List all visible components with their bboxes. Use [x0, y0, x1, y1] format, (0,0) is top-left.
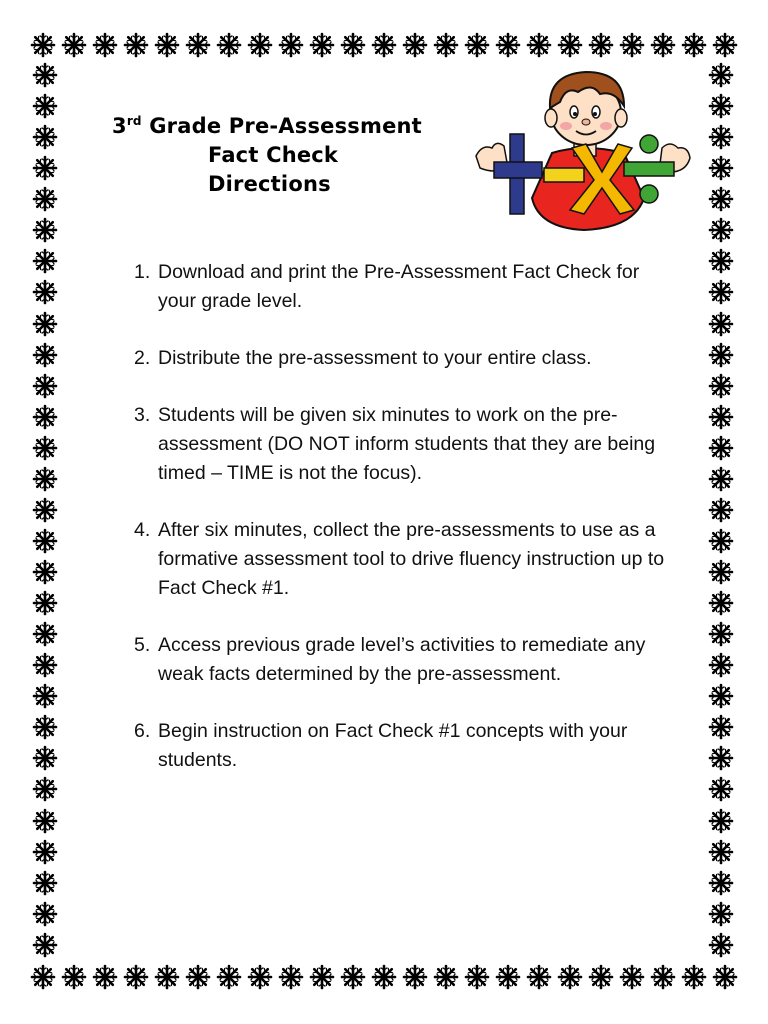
asterisk-star-icon	[708, 683, 734, 709]
asterisk-star-icon	[154, 964, 180, 990]
asterisk-star-icon	[708, 93, 734, 119]
asterisk-star-icon	[340, 964, 366, 990]
asterisk-star-icon	[32, 497, 58, 523]
direction-number: 1.	[134, 261, 151, 283]
asterisk-star-icon	[681, 964, 707, 990]
title-line-1	[112, 112, 452, 141]
asterisk-star-icon	[30, 964, 56, 990]
asterisk-star-icon	[340, 32, 366, 58]
title-line-3: Directions	[208, 172, 331, 196]
asterisk-star-icon	[557, 964, 583, 990]
asterisk-star-icon	[216, 32, 242, 58]
direction-item	[134, 717, 674, 775]
title-line-2: Fact Check	[208, 143, 339, 167]
asterisk-star-icon	[557, 32, 583, 58]
asterisk-star-icon	[278, 964, 304, 990]
direction-number: 6.	[134, 720, 151, 742]
asterisk-star-icon	[309, 964, 335, 990]
direction-item	[134, 258, 674, 316]
asterisk-star-icon	[61, 32, 87, 58]
asterisk-star-icon	[309, 32, 335, 58]
grade-suffix: rd	[126, 114, 142, 128]
asterisk-star-icon	[708, 497, 734, 523]
direction-item	[134, 344, 674, 373]
asterisk-star-icon	[32, 217, 58, 243]
asterisk-star-icon	[123, 32, 149, 58]
asterisk-star-icon	[708, 124, 734, 150]
asterisk-star-icon	[708, 559, 734, 585]
asterisk-star-icon	[619, 32, 645, 58]
asterisk-star-icon	[32, 342, 58, 368]
asterisk-star-icon	[32, 901, 58, 927]
asterisk-star-icon	[32, 466, 58, 492]
asterisk-star-icon	[495, 964, 521, 990]
asterisk-star-icon	[708, 248, 734, 274]
direction-number: 5.	[134, 634, 151, 656]
asterisk-star-icon	[708, 839, 734, 865]
asterisk-star-icon	[402, 32, 428, 58]
border-left	[30, 62, 60, 958]
border-top	[30, 30, 738, 60]
asterisk-star-icon	[185, 32, 211, 58]
asterisk-star-icon	[588, 964, 614, 990]
asterisk-star-icon	[32, 590, 58, 616]
document-title	[112, 112, 452, 199]
border-bottom	[30, 962, 738, 992]
asterisk-star-icon	[32, 155, 58, 181]
asterisk-star-icon	[247, 32, 273, 58]
grade-number: 3	[112, 114, 127, 138]
asterisk-star-icon	[32, 652, 58, 678]
asterisk-star-icon	[433, 964, 459, 990]
asterisk-star-icon	[185, 964, 211, 990]
asterisk-star-icon	[708, 466, 734, 492]
direction-text: After six minutes, collect the pre-assessments to use as a formative assessment tool to drive fluency instruction up to Fact Check #1.	[158, 519, 665, 599]
asterisk-star-icon	[371, 964, 397, 990]
minus-sign	[544, 168, 584, 182]
asterisk-star-icon	[708, 404, 734, 430]
direction-text: Access previous grade level’s activities to remediate any weak facts determined by the pre-assessment.	[158, 634, 646, 685]
asterisk-star-icon	[708, 311, 734, 337]
asterisk-star-icon	[32, 186, 58, 212]
asterisk-star-icon	[708, 932, 734, 958]
asterisk-star-icon	[371, 32, 397, 58]
asterisk-star-icon	[526, 964, 552, 990]
asterisk-star-icon	[708, 528, 734, 554]
asterisk-star-icon	[708, 901, 734, 927]
asterisk-star-icon	[278, 32, 304, 58]
asterisk-star-icon	[32, 808, 58, 834]
asterisk-star-icon	[247, 964, 273, 990]
border-right	[706, 62, 736, 958]
asterisk-star-icon	[495, 32, 521, 58]
direction-number: 2.	[134, 347, 151, 369]
asterisk-star-icon	[32, 714, 58, 740]
asterisk-star-icon	[402, 964, 428, 990]
asterisk-star-icon	[32, 621, 58, 647]
asterisk-star-icon	[708, 62, 734, 88]
asterisk-star-icon	[708, 808, 734, 834]
asterisk-star-icon	[712, 32, 738, 58]
asterisk-star-icon	[32, 62, 58, 88]
direction-item	[134, 516, 674, 603]
asterisk-star-icon	[681, 32, 707, 58]
asterisk-star-icon	[708, 279, 734, 305]
asterisk-star-icon	[32, 279, 58, 305]
asterisk-star-icon	[712, 964, 738, 990]
asterisk-star-icon	[32, 776, 58, 802]
asterisk-star-icon	[32, 839, 58, 865]
asterisk-star-icon	[650, 32, 676, 58]
directions-list	[134, 258, 674, 803]
asterisk-star-icon	[32, 932, 58, 958]
asterisk-star-icon	[61, 964, 87, 990]
asterisk-star-icon	[32, 870, 58, 896]
direction-number: 3.	[134, 404, 151, 426]
asterisk-star-icon	[708, 870, 734, 896]
asterisk-star-icon	[123, 964, 149, 990]
asterisk-star-icon	[708, 714, 734, 740]
asterisk-star-icon	[30, 32, 56, 58]
direction-text: Students will be given six minutes to work on the pre-assessment (DO NOT inform students that they are being timed – TIME is not the focus).	[158, 404, 656, 484]
asterisk-star-icon	[433, 32, 459, 58]
asterisk-star-icon	[650, 964, 676, 990]
asterisk-star-icon	[708, 621, 734, 647]
direction-number: 4.	[134, 519, 151, 541]
asterisk-star-icon	[32, 124, 58, 150]
asterisk-star-icon	[32, 373, 58, 399]
asterisk-star-icon	[588, 32, 614, 58]
math-boy-clipart-icon	[474, 68, 694, 233]
asterisk-star-icon	[32, 311, 58, 337]
asterisk-star-icon	[216, 964, 242, 990]
asterisk-star-icon	[464, 964, 490, 990]
asterisk-star-icon	[708, 435, 734, 461]
direction-item	[134, 631, 674, 689]
asterisk-star-icon	[708, 745, 734, 771]
asterisk-star-icon	[619, 964, 645, 990]
title-line-1-text: Grade Pre-Assessment	[141, 114, 422, 138]
asterisk-star-icon	[708, 186, 734, 212]
asterisk-star-icon	[32, 93, 58, 119]
asterisk-star-icon	[32, 683, 58, 709]
asterisk-star-icon	[708, 155, 734, 181]
asterisk-star-icon	[708, 590, 734, 616]
asterisk-star-icon	[708, 373, 734, 399]
asterisk-star-icon	[708, 776, 734, 802]
asterisk-star-icon	[32, 404, 58, 430]
direction-text: Download and print the Pre-Assessment Fact Check for your grade level.	[158, 261, 640, 312]
asterisk-star-icon	[32, 745, 58, 771]
asterisk-star-icon	[32, 559, 58, 585]
asterisk-star-icon	[464, 32, 490, 58]
asterisk-star-icon	[154, 32, 180, 58]
direction-text: Begin instruction on Fact Check #1 concepts with your students.	[158, 720, 628, 771]
asterisk-star-icon	[92, 32, 118, 58]
direction-text: Distribute the pre-assessment to your entire class.	[158, 347, 592, 369]
asterisk-star-icon	[32, 435, 58, 461]
asterisk-star-icon	[92, 964, 118, 990]
asterisk-star-icon	[32, 528, 58, 554]
asterisk-star-icon	[526, 32, 552, 58]
asterisk-star-icon	[708, 217, 734, 243]
asterisk-star-icon	[32, 248, 58, 274]
asterisk-star-icon	[708, 342, 734, 368]
direction-item	[134, 401, 674, 488]
asterisk-star-icon	[708, 652, 734, 678]
